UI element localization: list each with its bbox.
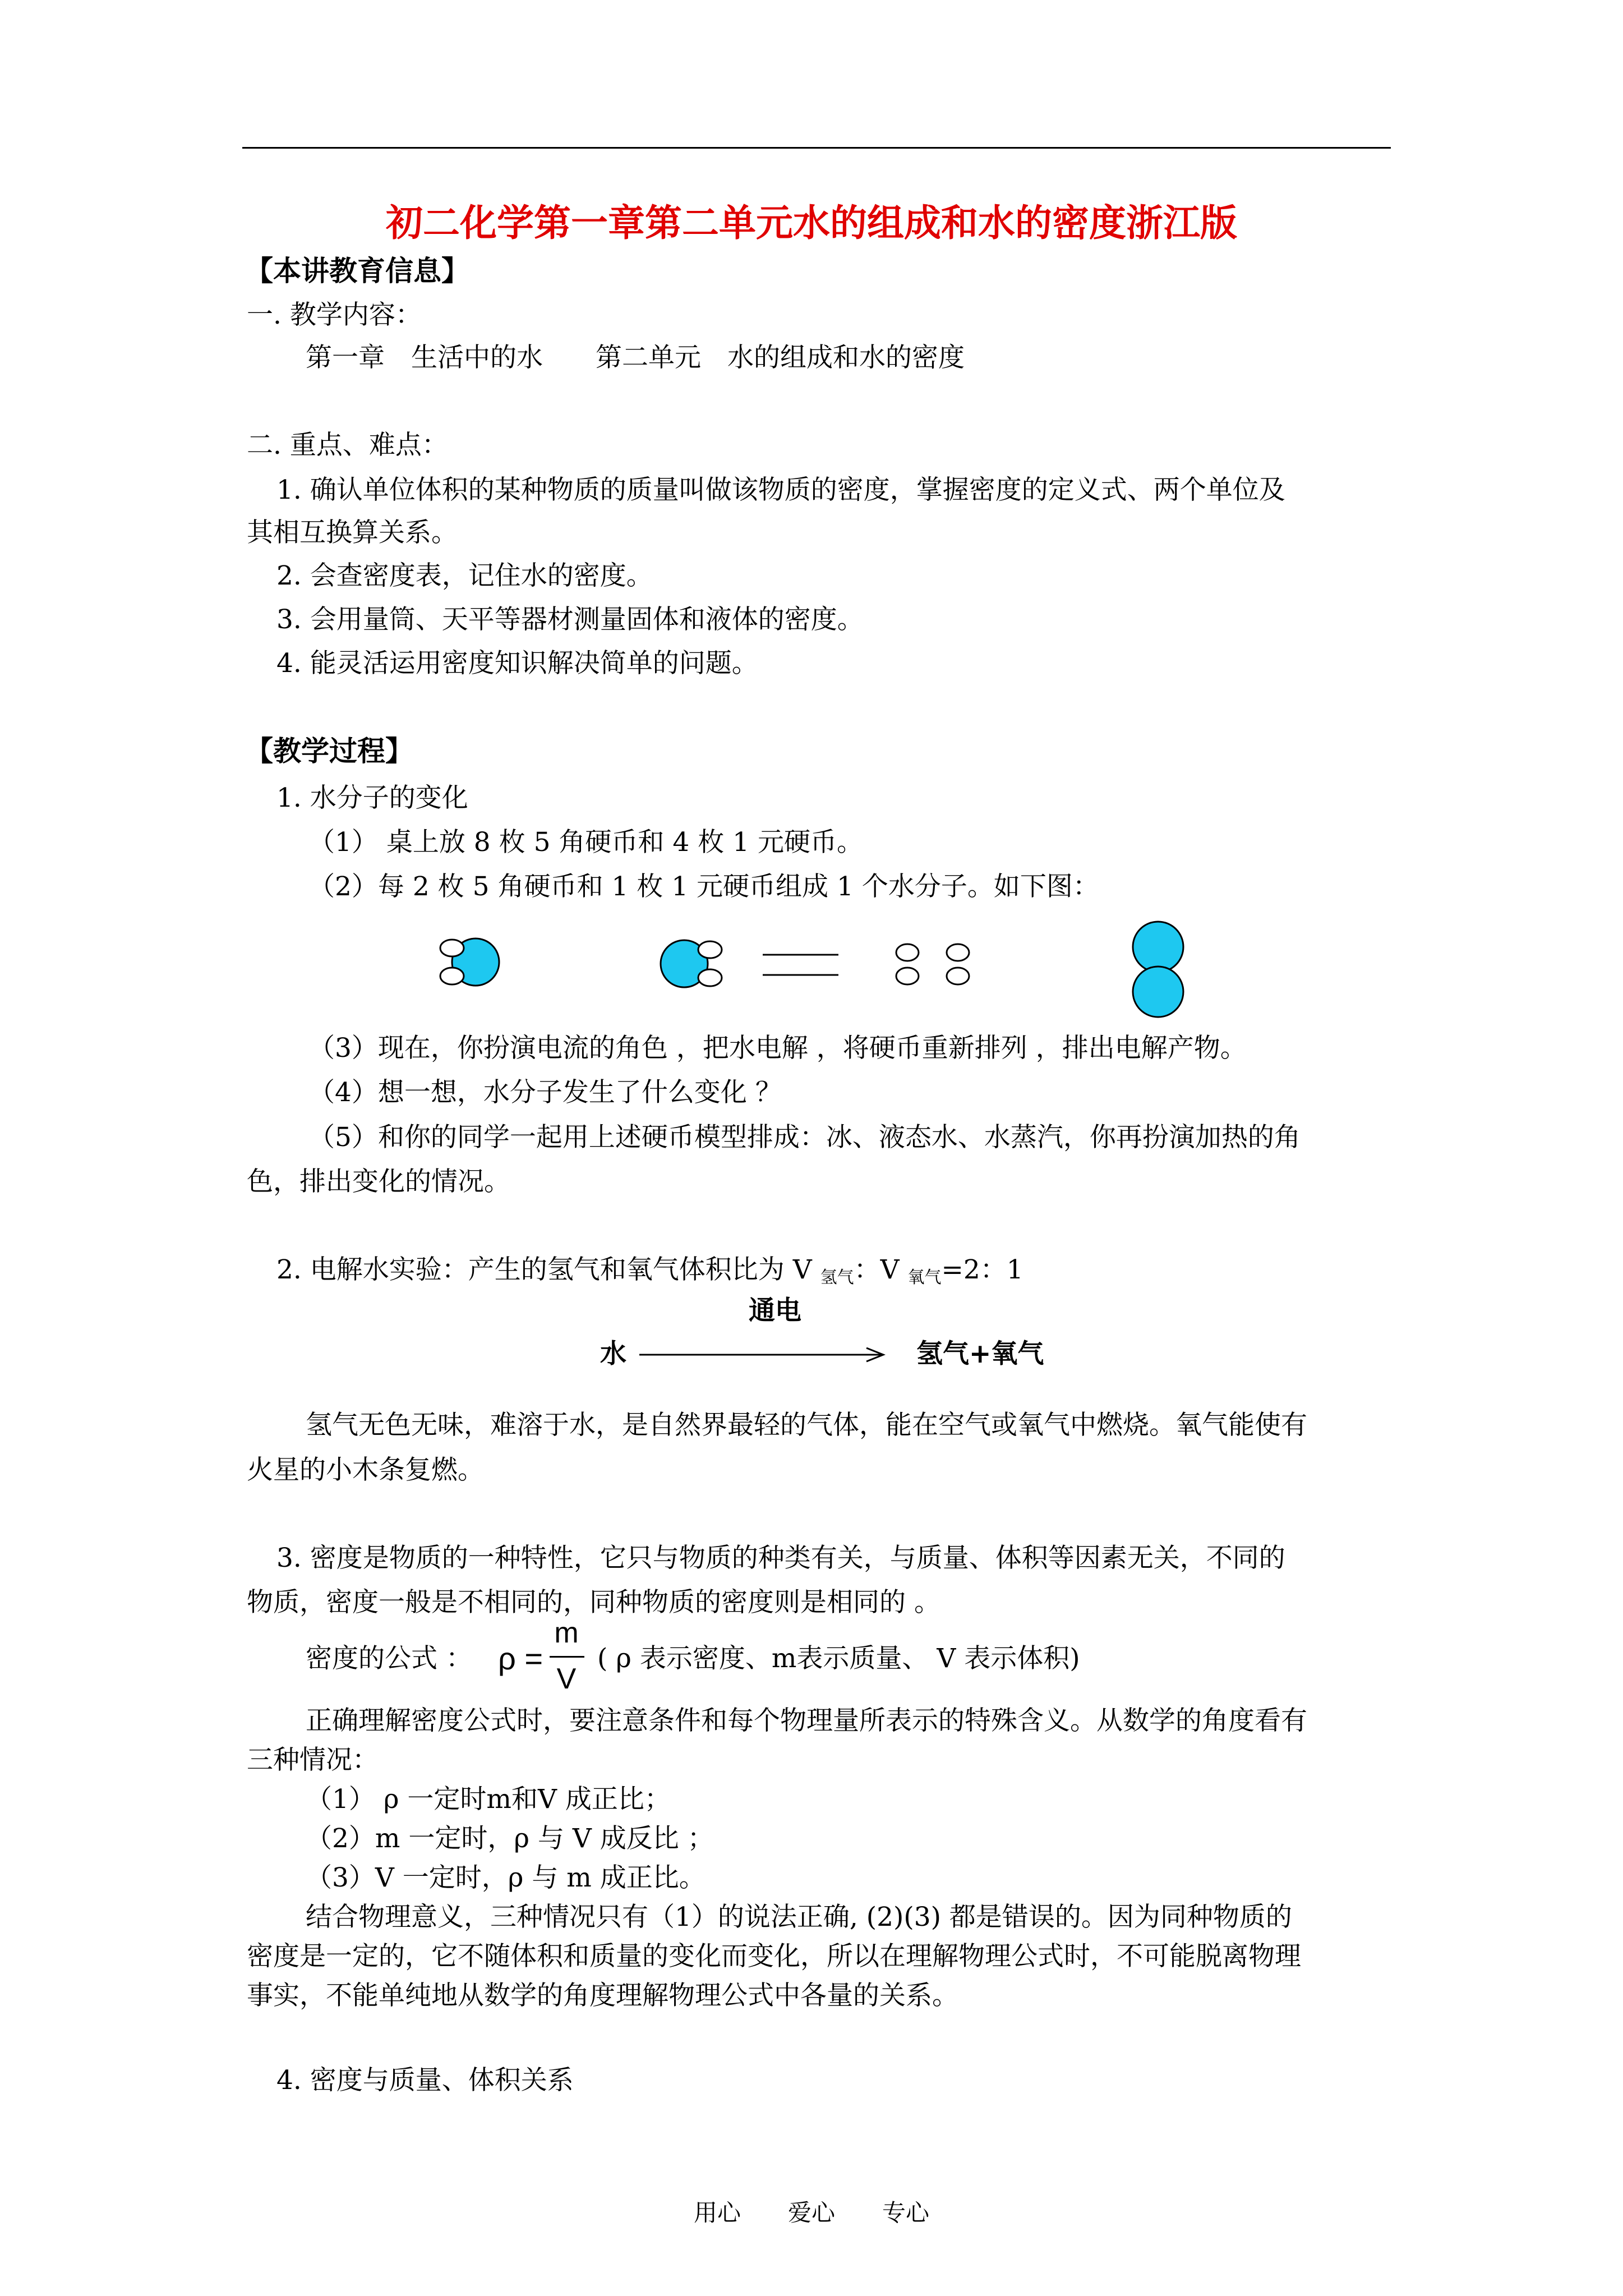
water-molecule-coins-1 <box>440 938 499 986</box>
item1-title: 1. 水分子的变化 <box>276 783 468 813</box>
item3-case2: （2）m 一定时，ρ 与 V 成反比 ； <box>306 1823 714 1854</box>
products: 氢气+氧气 <box>916 1338 1044 1369</box>
item2-ratio-line <box>276 1252 1023 1296</box>
ratio-sub-oxygen: 氧气 <box>907 1268 942 1287</box>
item1-step5a: （5）和你的同学一起用上述硬币模型排成：冰、液态水、水蒸汽，你再扮演加热的角 <box>308 1122 1301 1153</box>
page-footer: 用心 爱心 专心 <box>693 2199 929 2226</box>
ratio-sub-hydrogen: 氢气 <box>820 1268 854 1287</box>
formula-note: ( ρ 表示密度、m表示质量、 V 表示体积) <box>597 1643 1080 1674</box>
key-point-3: 3. 会用量筒、天平等器材测量固体和液体的密度。 <box>276 604 864 635</box>
item3-para3-a: 结合物理意义，三种情况只有（1）的说法正确, (2)(3) 都是错误的。因为同种物质的 <box>306 1902 1292 1932</box>
equals-sign <box>763 955 838 975</box>
item3-case3: （3）V 一定时，ρ 与 m 成正比。 <box>306 1862 706 1893</box>
ratio-text-mid: ：V <box>854 1254 908 1285</box>
item4-title: 4. 密度与质量、体积关系 <box>276 2065 574 2096</box>
teaching-content-label: 一. 教学内容： <box>247 300 422 330</box>
arrow-condition: 通电 <box>749 1295 801 1326</box>
item3-case1: （1） ρ 一定时m和V 成正比； <box>306 1784 671 1815</box>
item2-para-a: 氢气无色无味，难溶于水，是自然界最轻的气体，能在空气或氧气中燃烧。氧气能使有 <box>306 1410 1307 1441</box>
key-point-2: 2. 会查密度表，记住水的密度。 <box>276 560 653 591</box>
header-rule <box>242 147 1391 149</box>
item3-para-a: 3. 密度是物质的一种特性，它只与物质的种类有关，与质量、体积等因素无关，不同的 <box>276 1543 1285 1573</box>
ratio-text-post: =2：1 <box>941 1254 1023 1285</box>
item1-step2: （2）每 2 枚 5 角硬币和 1 枚 1 元硬币组成 1 个水分子。如下图： <box>308 871 1099 902</box>
formula-numerator: m <box>554 1617 579 1649</box>
page-title: 初二化学第一章第二单元水的组成和水的密度浙江版 <box>386 201 1237 245</box>
formula-denominator: V <box>556 1663 577 1695</box>
hydrogen-coins <box>896 944 969 984</box>
key-points-label: 二. 重点、难点： <box>247 430 448 461</box>
key-point-1a: 1. 确认单位体积的某种物质的质量叫做该物质的密度，掌握密度的定义式、两个单位及 <box>276 475 1285 505</box>
formula-label: 密度的公式 ： <box>306 1643 472 1674</box>
water-molecule-coins-2 <box>661 940 722 987</box>
ratio-text-pre: 2. 电解水实验：产生的氢气和氧气体积比为 V <box>276 1254 820 1285</box>
formula-fraction-bar <box>550 1656 584 1658</box>
item3-para2-b: 三种情况： <box>247 1745 379 1775</box>
section-heading-process: 【教学过程】 <box>245 735 413 767</box>
item3-para3-b: 密度是一定的，它不随体积和质量的变化而变化，所以在理解物理公式时，不可能脱离物理 <box>247 1941 1301 1972</box>
key-point-1b: 其相互换算关系。 <box>247 517 458 548</box>
item1-step5b: 色，排出变化的情况。 <box>247 1166 510 1197</box>
item3-para-b: 物质，密度一般是不相同的，同种物质的密度则是相同的 。 <box>247 1587 940 1618</box>
teaching-content: 第一章 生活中的水 第二单元 水的组成和水的密度 <box>306 342 965 373</box>
item1-step4: （4）想一想，水分子发生了什么变化 ？ <box>308 1077 782 1108</box>
reactant: 水 <box>600 1338 626 1369</box>
item3-para3-c: 事实，不能单纯地从数学的角度理解物理公式中各量的关系。 <box>247 1980 958 2011</box>
item1-step1: （1） 桌上放 8 枚 5 角硬币和 4 枚 1 元硬币。 <box>308 827 863 858</box>
item1-step3: （3）现在，你扮演电流的角色 ，把水电解 ，将硬币重新排列 ，排出电解产物。 <box>308 1033 1247 1064</box>
key-point-4: 4. 能灵活运用密度知识解决简单的问题。 <box>276 648 758 679</box>
item2-para-b: 火星的小木条复燃。 <box>247 1455 484 1485</box>
coin-molecule-diagram <box>426 920 1211 1021</box>
oxygen-coins <box>1133 922 1183 1017</box>
reaction-arrow <box>637 1343 889 1366</box>
formula-lhs: ρ = <box>498 1641 543 1676</box>
item3-para2-a: 正确理解密度公式时，要注意条件和每个物理量所表示的特殊含义。从数学的角度看有 <box>306 1705 1307 1736</box>
section-heading-info: 【本讲教育信息】 <box>245 255 469 287</box>
